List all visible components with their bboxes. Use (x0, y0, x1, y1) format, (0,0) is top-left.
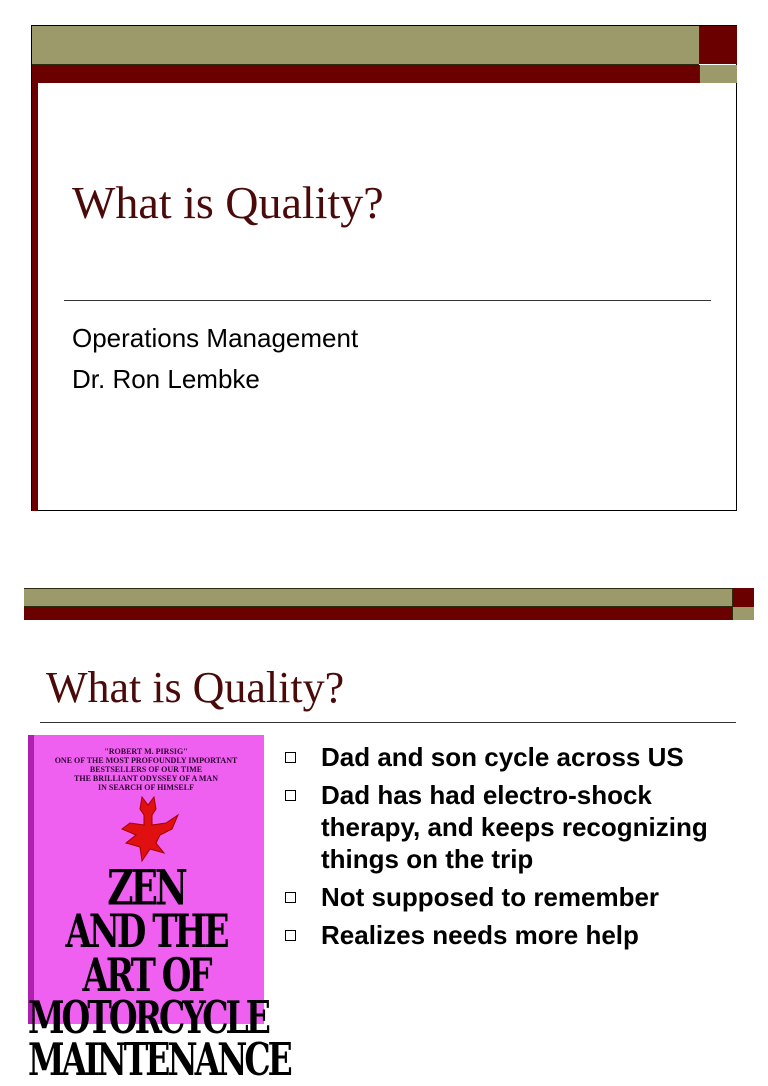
left-accent-bar (32, 83, 38, 511)
square-bullet-icon (285, 892, 296, 903)
red-wrench-icon (116, 795, 182, 863)
book-blurb-line: BESTSELLERS OF OUR TIME (89, 765, 203, 774)
bullet-text: Realizes needs more help (321, 920, 639, 950)
header-olive-square (732, 607, 754, 620)
book-title-line: MOTORCYCLE (28, 991, 268, 1044)
book-title-line: MAINTENANCE (28, 1033, 290, 1086)
square-bullet-icon (285, 790, 296, 801)
header-olive-square (699, 65, 737, 83)
header-maroon-bar (32, 65, 699, 83)
header-maroon-bar (24, 607, 732, 620)
header-maroon-square (732, 588, 754, 607)
slide-title: What is Quality? (46, 663, 345, 712)
bullet-item (282, 881, 742, 913)
square-bullet-icon (285, 930, 296, 941)
bullet-text: Not supposed to remember (321, 882, 660, 912)
title-divider (40, 722, 736, 723)
header-maroon-square (699, 26, 737, 64)
content-slide (24, 588, 754, 1086)
book-cover-image (28, 735, 290, 1086)
header-olive-bar (24, 588, 732, 607)
book-blurb-line: IN SEARCH OF HIMSELF (98, 783, 194, 792)
slide-subtitle-course: Operations Management (72, 323, 359, 353)
slide-title: What is Quality? (72, 177, 384, 228)
book-title-line: ART OF (82, 949, 210, 1003)
book-blurb-line: THE BRILLIANT ODYSSEY OF A MAN (74, 774, 218, 783)
title-divider (64, 300, 711, 301)
header-olive-bar (32, 26, 699, 65)
bullet-text: Dad and son cycle across US (321, 742, 684, 772)
bullet-item (282, 741, 742, 773)
square-bullet-icon (285, 752, 296, 763)
bullet-list (282, 741, 742, 957)
book-title-line: AND THE (65, 905, 227, 959)
book-blurb-line: ONE OF THE MOST PROFOUNDLY IMPORTANT (54, 756, 238, 765)
book-title-line: ZEN (107, 860, 185, 917)
title-slide (31, 25, 737, 511)
bullet-item (282, 779, 742, 875)
slide-subtitle-author: Dr. Ron Lembke (72, 364, 260, 394)
bullet-item (282, 919, 742, 951)
book-blurb-line: "ROBERT M. PIRSIG" (104, 747, 188, 756)
bullet-text: Dad has had electro-shock therapy, and keeps recognizing things on the trip (321, 780, 708, 874)
